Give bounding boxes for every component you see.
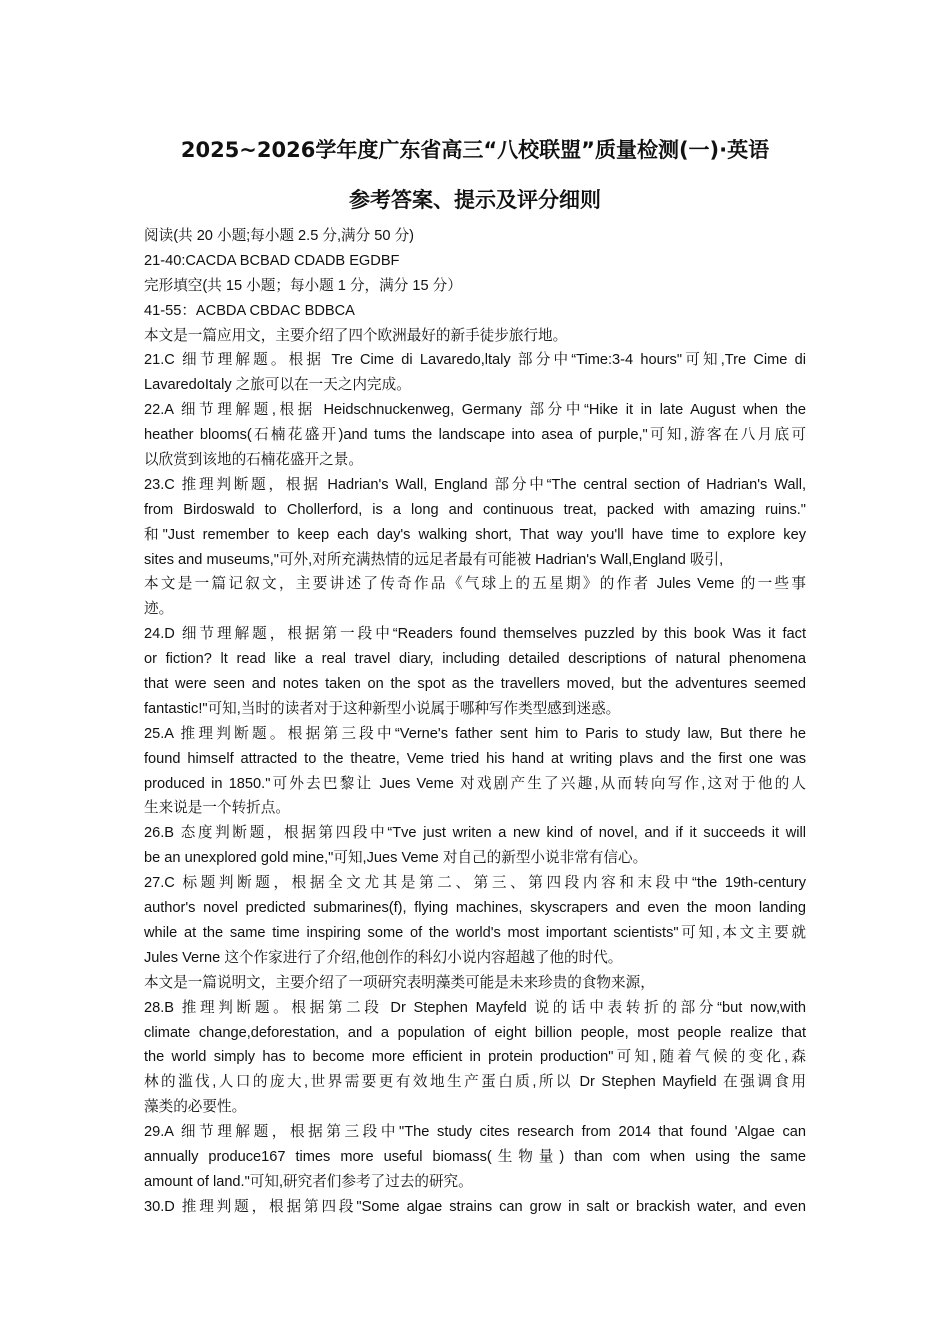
- document-subtitle: 参考答案、提示及评分细则: [349, 188, 601, 212]
- text-line: 29.A 细节理解题，根据第三段中"The study cites research from 2014 that found 'Algae can: [144, 1124, 806, 1141]
- text-line: 22.A 细节理解题,根据 Heidschnuckenweg, Germany 部分中“Hike it in late August when the: [144, 402, 806, 419]
- text-line: 27.C 标题判断题，根据全文尤其是第二、第三、第四段内容和末段中“the 19th-century: [144, 875, 806, 892]
- text-line: sites and museums,"可外,对所充满热情的远足者最有可能被 Hadrian's Wall,England 吸引,: [144, 551, 724, 568]
- text-line: 28.B 推理判断题。根据第二段 Dr Stephen Mayfeld 说的话中表转折的部分“but now,with: [144, 999, 806, 1016]
- text-line: 本文是一篇说明文，主要介绍了一项研究表明藻类可能是未来珍贵的食物来源，: [144, 974, 655, 991]
- text-line: 本文是一篇记叙文，主要讲述了传奇作品《气球上的五星期》的作者 Jules Veme 的一些事: [144, 576, 806, 593]
- text-line: 25.A 推理判断题。根据第三段中“Verne's father sent him to Paris to study law, But there he: [144, 725, 806, 742]
- text-line: from Birdoswald to Chollerford, is a long and continuous treat, packed with amazing ruins.": [144, 501, 806, 518]
- text-line: the world simply has to become more efficient in protein production"可知,随着气候的变化,森: [144, 1049, 806, 1066]
- text-line: be an unexplored gold mine,"可知,Jues Veme 对自己的新型小说非常有信心。: [144, 850, 648, 867]
- answer-body: [144, 224, 806, 1220]
- text-line: heather blooms(石楠花盛开)and tums the landscape into asea of purple,"可知,游客在八月底可: [144, 427, 806, 444]
- text-line: 迹。: [144, 601, 174, 618]
- text-line: 23.C 推理判断题，根据 Hadrian's Wall, England 部分中“The central section of Hadrian's Wall,: [144, 476, 806, 493]
- text-line: 本文是一篇应用文，主要介绍了四个欧洲最好的新手徒步旅行地。: [144, 327, 568, 344]
- text-line: 30.D 推理判题，根据第四段"Some algae strains can grow in salt or brackish water, and even: [144, 1198, 806, 1215]
- text-line: 和"Just remember to keep each day's walking short, That way you'll have time to explore key: [144, 526, 806, 543]
- text-line: annually produce167 times more useful biomass(生物量) than com when using the same: [144, 1148, 806, 1165]
- text-line: 21.C 细节理解题。根据 Tre Cime di Lavaredo,ltaly 部分中“Time:3-4 hours"可知,Tre Cime di: [144, 352, 806, 369]
- text-line: LavaredoItaly 之旅可以在一天之内完成。: [144, 377, 411, 394]
- document-title: 2025~2026学年度广东省高三“八校联盟”质量检测(一)·英语: [180, 138, 770, 162]
- text-line: that were seen and notes taken on the spot as the travellers moved, but the adventures seemed: [144, 676, 806, 693]
- text-line: 24.D 细节理解题，根据第一段中“Readers found themselves puzzled by this book Was it fact: [144, 626, 806, 643]
- text-line: while at the same time inspiring some of the world's most important scientists"可知,本文主要就: [144, 924, 806, 941]
- text-line: Jules Verne 这个作家进行了介绍,他创作的科幻小说内容超越了他的时代。: [144, 949, 623, 966]
- text-line: found himself attracted to the theatre, Veme tried his hand at writing plavs and the first one was: [144, 750, 806, 767]
- text-line: 藻类的必要性。: [144, 1099, 247, 1116]
- text-line: 完形填空(共 15 小题；每小题 1 分，满分 15 分）: [144, 277, 462, 294]
- text-line: 41-55：ACBDA CBDAC BDBCA: [144, 302, 355, 319]
- text-line: produced in 1850."可外去巴黎让 Jues Veme 对戏剧产生了兴趣,从而转向写作,这对于他的人: [144, 775, 806, 792]
- text-line: or fiction? lt read like a real travel diary, including detailed descriptions of natural phenomena: [144, 651, 806, 668]
- text-line: author's novel predicted submarines(f), flying machines, skyscrapers and even the moon landing: [144, 900, 806, 917]
- text-line: 21-40:CACDA BCBAD CDADB EGDBF: [144, 252, 400, 269]
- text-line: amount of land."可知,研究者们参考了过去的研究。: [144, 1173, 473, 1190]
- text-line: 林的滥伐,人口的庞大,世界需要更有效地生产蛋白质,所以 Dr Stephen Mayfield 在强调食用: [144, 1074, 806, 1091]
- text-line: climate change,deforestation, and a population of eight billion people, most people realize that: [144, 1024, 806, 1041]
- text-line: 以欣赏到该地的石楠花盛开之景。: [144, 452, 363, 469]
- text-line: fantastic!"可知,当时的读者对于这种新型小说属于哪种写作类型感到迷惑。: [144, 700, 621, 717]
- text-line: 生来说是一个转折点。: [144, 800, 290, 817]
- text-line: 26.B 态度判断题，根据第四段中“Tve just writen a new kind of novel, and if it succeeds it will: [144, 825, 806, 842]
- text-line: 阅读(共 20 小题;每小题 2.5 分,满分 50 分): [144, 228, 415, 244]
